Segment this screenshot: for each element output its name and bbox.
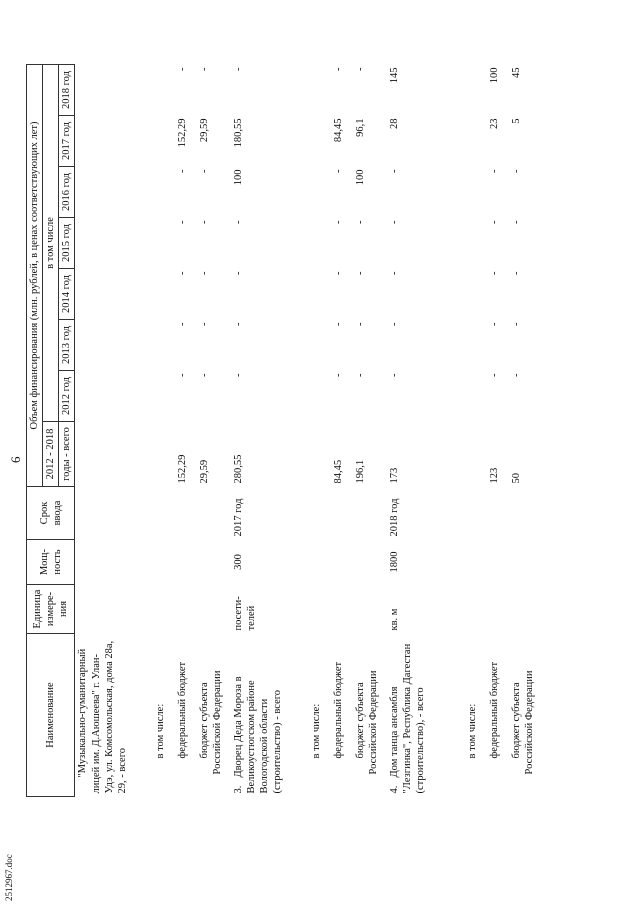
row-year-value (153, 320, 175, 371)
row-year-value: - (232, 322, 244, 326)
row-year-value (465, 218, 487, 269)
row-year-value (153, 167, 175, 218)
row-unit (331, 585, 353, 634)
row-year-value: - (354, 322, 366, 326)
row-year-value: - (198, 373, 210, 377)
row-total: 152,29 (176, 454, 188, 484)
table-row (487, 65, 509, 797)
row-year-value: - (488, 220, 500, 224)
row-deadline (75, 487, 153, 540)
row-name-cell (75, 634, 153, 797)
row-deadline (509, 487, 543, 540)
row-year-value: - (388, 322, 400, 326)
row-year-value: - (332, 271, 344, 275)
row-year-value: - (198, 169, 210, 173)
row-year-value: 84,45 (332, 118, 344, 143)
row-year-value: - (510, 220, 522, 224)
table-row (175, 65, 197, 797)
row-year-value: - (332, 67, 344, 71)
row-year-value: - (176, 220, 188, 224)
row-capacity: 300 (232, 554, 244, 570)
col-in-that: в том числе (43, 65, 59, 422)
table-row (509, 65, 543, 797)
funding-table (26, 64, 543, 797)
row-name-cell (465, 634, 487, 797)
page-number: 6 (8, 456, 23, 463)
row-year-value: - (354, 67, 366, 71)
row-deadline (197, 487, 231, 540)
row-year-value (153, 269, 175, 320)
row-capacity (353, 540, 387, 585)
row-capacity (509, 540, 543, 585)
row-year-value: - (488, 271, 500, 275)
row-year-value: - (388, 373, 400, 377)
row-capacity (309, 540, 331, 585)
row-year-value (309, 116, 331, 167)
col-unit: Единица измере-ния (27, 585, 75, 634)
col-funding: Объем финансирования (млн. рублей, в ценах соответствующих лет) (27, 65, 43, 487)
row-capacity: 1800 (388, 551, 400, 573)
row-year-value (465, 320, 487, 371)
table-row (353, 65, 387, 797)
row-year-value: 5 (510, 118, 522, 124)
row-capacity (175, 540, 197, 585)
row-year-value (75, 269, 153, 320)
row-year-value: - (488, 322, 500, 326)
row-name: в том числе: (154, 703, 166, 759)
row-unit (353, 585, 387, 634)
row-name-cell (509, 634, 543, 797)
row-year-value (309, 167, 331, 218)
row-capacity (465, 540, 487, 585)
row-year-value: - (388, 220, 400, 224)
row-year-value: - (332, 169, 344, 173)
row-total (153, 422, 175, 487)
doc-number: 2512967.doc (4, 854, 14, 901)
col-year: 2013 год (59, 320, 75, 371)
row-year-value: - (510, 322, 522, 326)
row-deadline (309, 487, 331, 540)
row-total: 196,1 (354, 459, 366, 484)
row-year-value (75, 218, 153, 269)
row-year-value: - (176, 373, 188, 377)
row-name: федеральный бюджет (332, 661, 344, 759)
row-name-cell (487, 634, 509, 797)
row-deadline (465, 487, 487, 540)
row-year-value: - (354, 373, 366, 377)
row-deadline (331, 487, 353, 540)
row-name: бюджет субъекта Российской Федерации (198, 670, 223, 775)
row-year-value: - (332, 220, 344, 224)
row-unit (465, 585, 487, 634)
table-row (387, 65, 465, 797)
row-year-value: 152,29 (176, 118, 188, 148)
row-year-value: - (232, 220, 244, 224)
row-year-value: - (354, 220, 366, 224)
row-year-value: 145 (388, 67, 400, 84)
row-year-value (153, 218, 175, 269)
row-unit (509, 585, 543, 634)
row-year-value: 23 (488, 118, 500, 129)
row-year-value: - (176, 169, 188, 173)
row-name-cell (309, 634, 331, 797)
row-deadline: 2017 год (232, 498, 244, 537)
row-name: федеральный бюджет (488, 661, 500, 759)
row-year-value: 100 (232, 169, 244, 186)
row-year-value: - (488, 169, 500, 173)
row-unit: кв. м (388, 608, 400, 631)
row-year-value (75, 371, 153, 422)
row-unit (75, 585, 153, 634)
row-total: 280,55 (232, 454, 244, 484)
row-capacity (487, 540, 509, 585)
row-year-value: 96,1 (354, 118, 366, 137)
row-year-value: - (232, 373, 244, 377)
row-year-value (309, 269, 331, 320)
row-year-value (465, 116, 487, 167)
row-year-value (465, 371, 487, 422)
row-number: 3. (232, 785, 244, 794)
row-year-value: - (232, 67, 244, 71)
row-year-value (153, 65, 175, 116)
row-year-value: - (176, 271, 188, 275)
row-year-value (309, 320, 331, 371)
row-name-cell (331, 634, 353, 797)
col-period-total: годы - всего (59, 422, 75, 487)
row-name: бюджет субъекта Российской Федерации (510, 670, 535, 775)
row-year-value: 29,59 (198, 118, 210, 143)
table-row (197, 65, 231, 797)
row-year-value (75, 65, 153, 116)
row-year-value: - (198, 67, 210, 71)
row-year-value: 45 (510, 67, 522, 78)
row-year-value (465, 269, 487, 320)
row-year-value (153, 116, 175, 167)
row-name-cell (153, 634, 175, 797)
row-year-value (465, 167, 487, 218)
row-year-value: 100 (488, 67, 500, 84)
row-year-value: - (388, 271, 400, 275)
col-year: 2018 год (59, 65, 75, 116)
row-deadline (487, 487, 509, 540)
table-row (465, 65, 487, 797)
row-name-cell (387, 634, 465, 797)
row-deadline (175, 487, 197, 540)
row-total: 50 (510, 473, 522, 484)
row-year-value: - (354, 271, 366, 275)
row-total (309, 422, 331, 487)
row-total: 29,59 (198, 459, 210, 484)
col-period: 2012 - 2018 (43, 422, 59, 487)
col-year: 2012 год (59, 371, 75, 422)
row-capacity (153, 540, 175, 585)
row-total: 173 (388, 467, 400, 484)
row-year-value: - (198, 220, 210, 224)
row-name: в том числе: (466, 703, 478, 759)
table-row (231, 65, 309, 797)
row-year-value: - (198, 271, 210, 275)
col-year: 2014 год (59, 269, 75, 320)
row-year-value (75, 320, 153, 371)
row-year-value: - (198, 322, 210, 326)
row-year-value: - (510, 373, 522, 377)
row-name: Дом танца ансамбля "Лезгинка", Республика Дагестан (строительство), - всего (388, 643, 427, 794)
row-year-value (153, 371, 175, 422)
row-name-cell (175, 634, 197, 797)
row-year-value: - (176, 322, 188, 326)
row-year-value (309, 371, 331, 422)
row-capacity (75, 540, 153, 585)
row-deadline (353, 487, 387, 540)
row-deadline: 2018 год (388, 498, 400, 537)
row-year-value (309, 218, 331, 269)
row-capacity (197, 540, 231, 585)
table-row (75, 65, 153, 797)
table-row (331, 65, 353, 797)
col-year: 2016 год (59, 167, 75, 218)
row-year-value (309, 65, 331, 116)
row-unit (175, 585, 197, 634)
row-year-value: - (232, 271, 244, 275)
row-name: бюджет субъекта Российской Федерации (354, 670, 379, 775)
row-unit (197, 585, 231, 634)
col-name: Наименование (27, 634, 75, 797)
row-unit (153, 585, 175, 634)
row-number: 4. (388, 785, 400, 794)
row-name-cell (231, 634, 309, 797)
table-row (309, 65, 331, 797)
row-name-cell (197, 634, 231, 797)
col-year: 2017 год (59, 116, 75, 167)
row-year-value: - (332, 322, 344, 326)
row-unit (309, 585, 331, 634)
row-year-value: 28 (388, 118, 400, 129)
table-row (153, 65, 175, 797)
row-year-value: - (510, 271, 522, 275)
row-name: в том числе: (310, 703, 322, 759)
row-year-value: - (332, 373, 344, 377)
row-year-value: - (510, 169, 522, 173)
row-year-value: - (176, 67, 188, 71)
row-year-value (465, 65, 487, 116)
row-year-value (75, 167, 153, 218)
row-name-cell (353, 634, 387, 797)
col-deadline: Срок ввода (27, 487, 75, 540)
col-year: 2015 год (59, 218, 75, 269)
row-total (465, 422, 487, 487)
row-year-value: 100 (354, 169, 366, 186)
row-year-value: - (388, 169, 400, 173)
row-unit: посети-телей (232, 596, 257, 631)
row-unit (487, 585, 509, 634)
row-capacity (331, 540, 353, 585)
row-name: федеральный бюджет (176, 661, 188, 759)
row-deadline (153, 487, 175, 540)
row-total (75, 422, 153, 487)
row-name: Дворец Деда Мороза в Великоустюгском районе Вологодской области (строительство) - всего (232, 676, 284, 794)
row-total: 84,45 (332, 459, 344, 484)
row-name: "Музыкально-гуманитарный лицей им. Д.Аюшеева" г. Улан-Удэ, ул. Комсомольская, дома 28а, 29, - всего (77, 640, 128, 794)
row-year-value (75, 116, 153, 167)
row-year-value: 180,55 (232, 118, 244, 148)
row-total: 123 (488, 467, 500, 484)
col-capacity: Мощ-ность (27, 540, 75, 585)
row-year-value: - (488, 373, 500, 377)
